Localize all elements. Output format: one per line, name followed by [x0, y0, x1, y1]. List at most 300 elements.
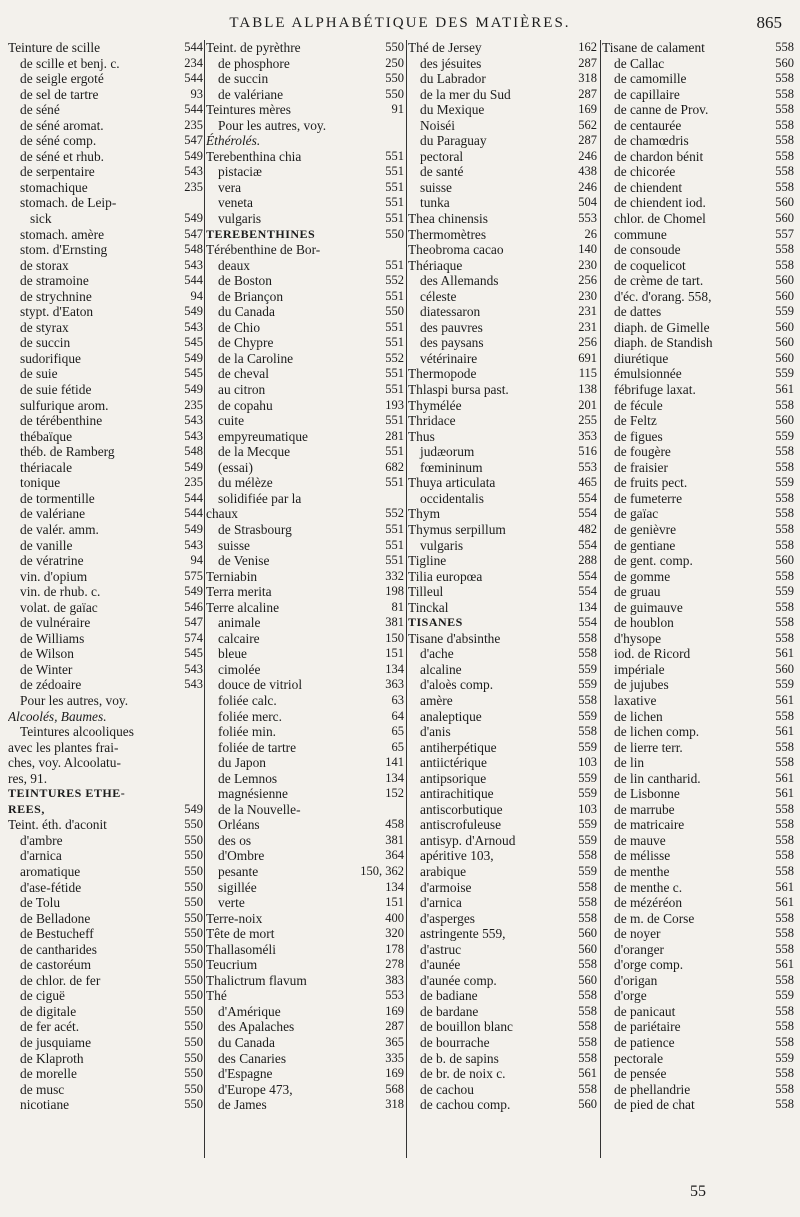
entry-page-ref: 574: [184, 630, 203, 645]
entry-page-ref: 558: [578, 910, 597, 925]
entry-page-ref: 550: [184, 988, 203, 1003]
page-number: 865: [756, 13, 782, 32]
entry-term: Tête de mort: [206, 926, 275, 942]
entry-page-ref: 550: [184, 1097, 203, 1112]
entry-page-ref: 558: [578, 895, 597, 910]
entry-page-ref: 558: [775, 444, 794, 459]
index-entry: [8, 164, 203, 180]
entry-page-ref: 550: [184, 1066, 203, 1081]
index-entry: [408, 693, 597, 709]
entry-page-ref: 558: [775, 71, 794, 86]
index-entry: [602, 817, 794, 833]
entry-term: de Bestucheff: [20, 926, 94, 942]
entry-page-ref: 558: [775, 490, 794, 505]
entry-term: Terniabin: [206, 568, 258, 584]
entry-page-ref: 140: [578, 242, 597, 257]
entry-term: ches, voy. Alcoolatu-: [8, 755, 121, 771]
index-entry: [602, 1035, 794, 1051]
entry-page-ref: 550: [184, 926, 203, 941]
entry-page-ref: 558: [775, 1003, 794, 1018]
entry-term: fébrifuge laxat.: [614, 382, 696, 398]
entry-page-ref: 561: [775, 724, 794, 739]
index-entry: [602, 755, 794, 771]
entry-page-ref: 559: [578, 739, 597, 754]
entry-page-ref: 561: [775, 786, 794, 801]
entry-page-ref: 558: [775, 708, 794, 723]
entry-page-ref: 246: [578, 148, 597, 163]
entry-page-ref: 558: [775, 972, 794, 987]
index-entry: [206, 87, 404, 103]
index-entry: [408, 771, 597, 787]
entry-term: de morelle: [20, 1066, 77, 1082]
entry-page-ref: 332: [385, 568, 404, 583]
entry-page-ref: 559: [775, 366, 794, 381]
index-entry: [206, 506, 404, 522]
index-entry: [8, 724, 203, 740]
index-entry: [602, 40, 794, 56]
entry-page-ref: 550: [385, 40, 404, 54]
entry-term: d'ache: [420, 646, 454, 662]
index-entry: [408, 911, 597, 927]
index-entry: [408, 444, 597, 460]
entry-term: de Lemnos: [218, 770, 278, 786]
entry-page-ref: 134: [578, 599, 597, 614]
entry-term: d'ambre: [20, 832, 63, 848]
entry-page-ref: 551: [385, 179, 404, 194]
entry-page-ref: 554: [578, 568, 597, 583]
entry-term: de seigle ergoté: [20, 71, 104, 87]
index-entry: [8, 242, 203, 258]
entry-term: stomachique: [20, 179, 88, 195]
index-entry: [602, 351, 794, 367]
index-entry: [602, 475, 794, 491]
entry-page-ref: 554: [578, 506, 597, 521]
entry-page-ref: 150, 362: [360, 863, 404, 878]
index-entry: [408, 1066, 597, 1082]
index-entry: [206, 1066, 404, 1082]
entry-term: foliée de tartre: [218, 739, 297, 755]
entry-page-ref: 554: [578, 490, 597, 505]
index-entry: [408, 491, 597, 507]
index-entry: [408, 398, 597, 414]
index-entry: [206, 942, 404, 958]
entry-page-ref: 400: [385, 910, 404, 925]
entry-term: de coquelicot: [614, 257, 686, 273]
entry-term: REES,: [8, 801, 45, 816]
entry-term: d'Ombre: [218, 848, 265, 864]
entry-page-ref: 560: [775, 288, 794, 303]
entry-page-ref: 198: [385, 584, 404, 599]
entry-page-ref: 558: [578, 646, 597, 661]
entry-term: de m. de Corse: [614, 910, 695, 926]
entry-term: d'ase-fétide: [20, 879, 82, 895]
entry-term: apéritive 103,: [420, 848, 494, 864]
entry-term: astringente 559,: [420, 926, 506, 942]
entry-page-ref: 64: [391, 708, 404, 723]
index-entry: [408, 677, 597, 693]
entry-term: Thus: [408, 428, 435, 444]
entry-page-ref: 550: [184, 972, 203, 987]
index-entry: [602, 848, 794, 864]
entry-page-ref: 558: [775, 117, 794, 132]
entry-page-ref: 438: [578, 164, 597, 179]
entry-page-ref: 364: [385, 848, 404, 863]
index-entry: [408, 180, 597, 196]
entry-term: judæorum: [420, 444, 475, 460]
entry-term: de séné aromat.: [20, 117, 104, 133]
index-entry: [206, 755, 404, 771]
entry-page-ref: 560: [578, 972, 597, 987]
entry-term: impériale: [614, 661, 665, 677]
index-entry: [602, 895, 794, 911]
index-entry: [8, 522, 203, 538]
entry-term: au citron: [218, 382, 266, 398]
index-entry: [206, 460, 404, 476]
entry-term: de gent. comp.: [614, 553, 693, 569]
entry-term: des Allemands: [420, 273, 499, 289]
entry-page-ref: 561: [775, 382, 794, 397]
entry-page-ref: 553: [385, 988, 404, 1003]
index-entry: [408, 460, 597, 476]
entry-term: d'éc. d'orang. 558,: [614, 288, 712, 304]
entry-page-ref: 691: [578, 350, 597, 365]
entry-term: verte: [218, 895, 245, 911]
index-entry: [8, 320, 203, 336]
index-entry: [602, 600, 794, 616]
index-entry: [206, 273, 404, 289]
index-entry: [206, 693, 404, 709]
entry-term: foliée calc.: [218, 692, 277, 708]
entry-page-ref: 561: [775, 770, 794, 785]
index-entry: [602, 102, 794, 118]
index-entry: [206, 1019, 404, 1035]
entry-page-ref: 560: [578, 941, 597, 956]
entry-page-ref: 287: [385, 1019, 404, 1034]
entry-page-ref: 246: [578, 179, 597, 194]
entry-page-ref: 543: [184, 428, 203, 443]
entry-term: de matricaire: [614, 817, 685, 833]
index-entry: [206, 180, 404, 196]
entry-term: de canne de Prov.: [614, 102, 709, 118]
index-entry: [602, 335, 794, 351]
index-entry: [206, 538, 404, 554]
entry-page-ref: 551: [385, 382, 404, 397]
entry-term: de figues: [614, 428, 663, 444]
entry-term: de capillaire: [614, 86, 680, 102]
index-column-2: [206, 40, 404, 1158]
entry-page-ref: 553: [578, 459, 597, 474]
entry-page-ref: 548: [184, 242, 203, 257]
entry-page-ref: 256: [578, 273, 597, 288]
entry-page-ref: 558: [775, 459, 794, 474]
index-entry: [206, 957, 404, 973]
index-entry: [408, 709, 597, 725]
index-entry: [206, 133, 404, 149]
entry-term: Terebenthina chia: [206, 148, 302, 164]
entry-page-ref: 287: [578, 55, 597, 70]
index-entry: [602, 926, 794, 942]
index-entry: [8, 786, 203, 802]
entry-page-ref: 543: [184, 413, 203, 428]
index-entry: [206, 118, 404, 134]
index-entry: [8, 988, 203, 1004]
entry-term: cuite: [218, 413, 245, 429]
index-entry: [602, 429, 794, 445]
entry-term: du mélèze: [218, 475, 273, 491]
entry-page-ref: 335: [385, 1050, 404, 1065]
entry-term: de b. de sapins: [420, 1050, 499, 1066]
index-entry: [408, 880, 597, 896]
entry-page-ref: 558: [775, 1081, 794, 1096]
index-entry: [8, 584, 203, 600]
entry-term: de mauve: [614, 832, 666, 848]
index-entry: [8, 926, 203, 942]
entry-page-ref: 682: [385, 459, 404, 474]
entry-term: de cachou comp.: [420, 1097, 511, 1113]
entry-page-ref: 547: [184, 615, 203, 630]
index-entry: [206, 600, 404, 616]
entry-page-ref: 558: [775, 755, 794, 770]
entry-term: de bouillon blanc: [420, 1019, 513, 1035]
entry-term: de succin: [20, 335, 71, 351]
entry-page-ref: 560: [775, 335, 794, 350]
index-entry: [8, 133, 203, 149]
entry-term: tunka: [420, 195, 450, 211]
entry-term: sigillée: [218, 879, 257, 895]
entry-term: solidifiée par la: [218, 490, 302, 506]
entry-page-ref: 551: [385, 288, 404, 303]
entry-term: Orléans: [218, 817, 260, 833]
entry-page-ref: 504: [578, 195, 597, 210]
entry-term: Pour les autres, voy.: [20, 692, 129, 708]
entry-term: Theobroma cacao: [408, 242, 504, 258]
entry-page-ref: 558: [775, 1097, 794, 1112]
index-entry: [602, 786, 794, 802]
index-entry: [602, 1082, 794, 1098]
entry-term: Thlaspi bursa past.: [408, 382, 509, 398]
index-entry: [408, 506, 597, 522]
index-entry: [206, 1097, 404, 1113]
entry-page-ref: 558: [775, 397, 794, 412]
index-entry: [8, 864, 203, 880]
index-entry: [408, 1004, 597, 1020]
entry-term: de séné et rhub.: [20, 148, 105, 164]
entry-page-ref: 551: [385, 366, 404, 381]
entry-page-ref: 551: [385, 444, 404, 459]
index-entry: [8, 335, 203, 351]
index-entry: [206, 553, 404, 569]
entry-page-ref: 558: [775, 910, 794, 925]
entry-page-ref: 546: [184, 599, 203, 614]
entry-term: de mézéréon: [614, 895, 683, 911]
index-entry: [408, 87, 597, 103]
entry-term: de valériane: [20, 506, 86, 522]
entry-term: laxative: [614, 692, 657, 708]
entry-page-ref: 103: [578, 755, 597, 770]
entry-page-ref: 558: [775, 941, 794, 956]
index-entry: [602, 911, 794, 927]
entry-term: de sel de tartre: [20, 86, 99, 102]
entry-page-ref: 178: [385, 941, 404, 956]
index-entry: [8, 398, 203, 414]
entry-term: occidentalis: [420, 490, 484, 506]
entry-term: de la Caroline: [218, 350, 294, 366]
entry-term: de consoude: [614, 242, 681, 258]
entry-term: de tormentille: [20, 490, 95, 506]
entry-page-ref: 549: [184, 521, 203, 536]
index-entry: [408, 1082, 597, 1098]
entry-page-ref: 558: [578, 630, 597, 645]
entry-term: de Callac: [614, 55, 665, 71]
index-entry: [8, 693, 203, 709]
index-entry: [8, 600, 203, 616]
entry-term: d'armoise: [420, 879, 472, 895]
index-entry: [206, 662, 404, 678]
entry-term: d'aloès comp.: [420, 677, 494, 693]
index-entry: [8, 413, 203, 429]
entry-page-ref: 560: [775, 553, 794, 568]
entry-page-ref: 94: [190, 553, 203, 568]
entry-page-ref: 93: [190, 86, 203, 101]
entry-page-ref: 545: [184, 646, 203, 661]
index-entry: [206, 304, 404, 320]
entry-page-ref: 558: [578, 988, 597, 1003]
entry-page-ref: 103: [578, 801, 597, 816]
entry-page-ref: 562: [578, 117, 597, 132]
entry-page-ref: 544: [184, 102, 203, 117]
index-entry: [8, 1019, 203, 1035]
index-entry: [8, 506, 203, 522]
entry-term: de suie: [20, 366, 58, 382]
index-entry: [206, 833, 404, 849]
entry-page-ref: 560: [775, 195, 794, 210]
entry-page-ref: 558: [578, 1019, 597, 1034]
entry-term: de menthe c.: [614, 879, 683, 895]
index-entry: [8, 957, 203, 973]
entry-page-ref: 516: [578, 444, 597, 459]
entry-term: pectoral: [420, 148, 464, 164]
index-entry: [206, 911, 404, 927]
index-entry: [602, 677, 794, 693]
entry-page-ref: 235: [184, 117, 203, 132]
index-entry: [602, 693, 794, 709]
entry-page-ref: 550: [385, 304, 404, 319]
entry-term: de cachou: [420, 1081, 474, 1097]
entry-page-ref: 560: [775, 661, 794, 676]
entry-page-ref: 141: [385, 755, 404, 770]
entry-term: de castoréum: [20, 957, 92, 973]
entry-page-ref: 549: [184, 211, 203, 226]
index-entry: [602, 382, 794, 398]
entry-page-ref: 543: [184, 164, 203, 179]
entry-term: Éthérolés.: [206, 133, 261, 149]
entry-term: Thalictrum flavum: [206, 972, 307, 988]
index-entry: [602, 180, 794, 196]
index-entry: [602, 506, 794, 522]
entry-term: TEINTURES ETHE-: [8, 786, 126, 801]
entry-term: de fumeterre: [614, 490, 683, 506]
index-entry: [8, 102, 203, 118]
entry-page-ref: 551: [385, 335, 404, 350]
entry-term: Thermomètres: [408, 226, 487, 242]
index-entry: [602, 118, 794, 134]
entry-term: de chamœdris: [614, 133, 689, 149]
index-entry: [206, 848, 404, 864]
index-entry: [602, 1097, 794, 1113]
entry-page-ref: 559: [775, 988, 794, 1003]
entry-term: TEREBENTHINES: [206, 226, 316, 241]
entry-term: stomach. de Leip-: [20, 195, 117, 211]
index-entry: [8, 273, 203, 289]
index-entry: [8, 895, 203, 911]
entry-page-ref: 550: [184, 1035, 203, 1049]
entry-term: de guimauve: [614, 599, 683, 615]
index-entry: [408, 755, 597, 771]
index-entry: [8, 1004, 203, 1020]
entry-term: Thym: [408, 506, 440, 522]
index-entry: [602, 56, 794, 72]
entry-term: volat. de gaïac: [20, 599, 98, 615]
index-entry: [8, 351, 203, 367]
index-entry: [8, 475, 203, 491]
entry-page-ref: 557: [775, 226, 794, 241]
entry-term: de cantharides: [20, 941, 97, 957]
entry-page-ref: 550: [184, 910, 203, 925]
entry-term: pistaciæ: [218, 164, 262, 180]
entry-page-ref: 552: [385, 350, 404, 365]
index-entry: [602, 880, 794, 896]
index-entry: [408, 71, 597, 87]
entry-page-ref: 287: [578, 133, 597, 148]
entry-page-ref: 549: [184, 304, 203, 319]
entry-page-ref: 560: [775, 413, 794, 428]
entry-term: de badiane: [420, 988, 478, 1004]
entry-page-ref: 544: [184, 273, 203, 288]
entry-term: douce de vitriol: [218, 677, 303, 693]
entry-page-ref: 138: [578, 382, 597, 397]
entry-term: de strychnine: [20, 288, 92, 304]
entry-term: diurétique: [614, 350, 669, 366]
entry-term: Térébenthine de Bor-: [206, 242, 321, 258]
entry-page-ref: 365: [385, 1035, 404, 1049]
entry-page-ref: 383: [385, 972, 404, 987]
entry-term: Alcoolés, Baumes.: [8, 708, 107, 724]
index-entry: [408, 553, 597, 569]
entry-term: Teint. éth. d'aconit: [8, 817, 107, 833]
entry-term: Thé de Jersey: [408, 40, 482, 55]
entry-page-ref: 558: [775, 926, 794, 941]
entry-page-ref: 287: [578, 86, 597, 101]
entry-page-ref: 558: [775, 257, 794, 272]
index-entry: [206, 289, 404, 305]
index-entry: [408, 615, 597, 631]
index-entry: [408, 817, 597, 833]
running-title: TABLE ALPHABÉTIQUE DES MATIÈRES.: [229, 15, 571, 31]
entry-page-ref: 561: [578, 1066, 597, 1081]
entry-page-ref: 551: [385, 537, 404, 552]
entry-term: des pauvres: [420, 319, 483, 335]
entry-term: de fer acét.: [20, 1019, 80, 1035]
index-entry: [602, 289, 794, 305]
index-entry: [206, 802, 404, 818]
index-entry: [206, 1051, 404, 1067]
entry-term: de séné comp.: [20, 133, 97, 149]
entry-term: de Williams: [20, 630, 85, 646]
index-entry: [8, 1051, 203, 1067]
entry-term: de digitale: [20, 1003, 77, 1019]
index-entry: [206, 444, 404, 460]
entry-term: Thé: [206, 988, 227, 1004]
